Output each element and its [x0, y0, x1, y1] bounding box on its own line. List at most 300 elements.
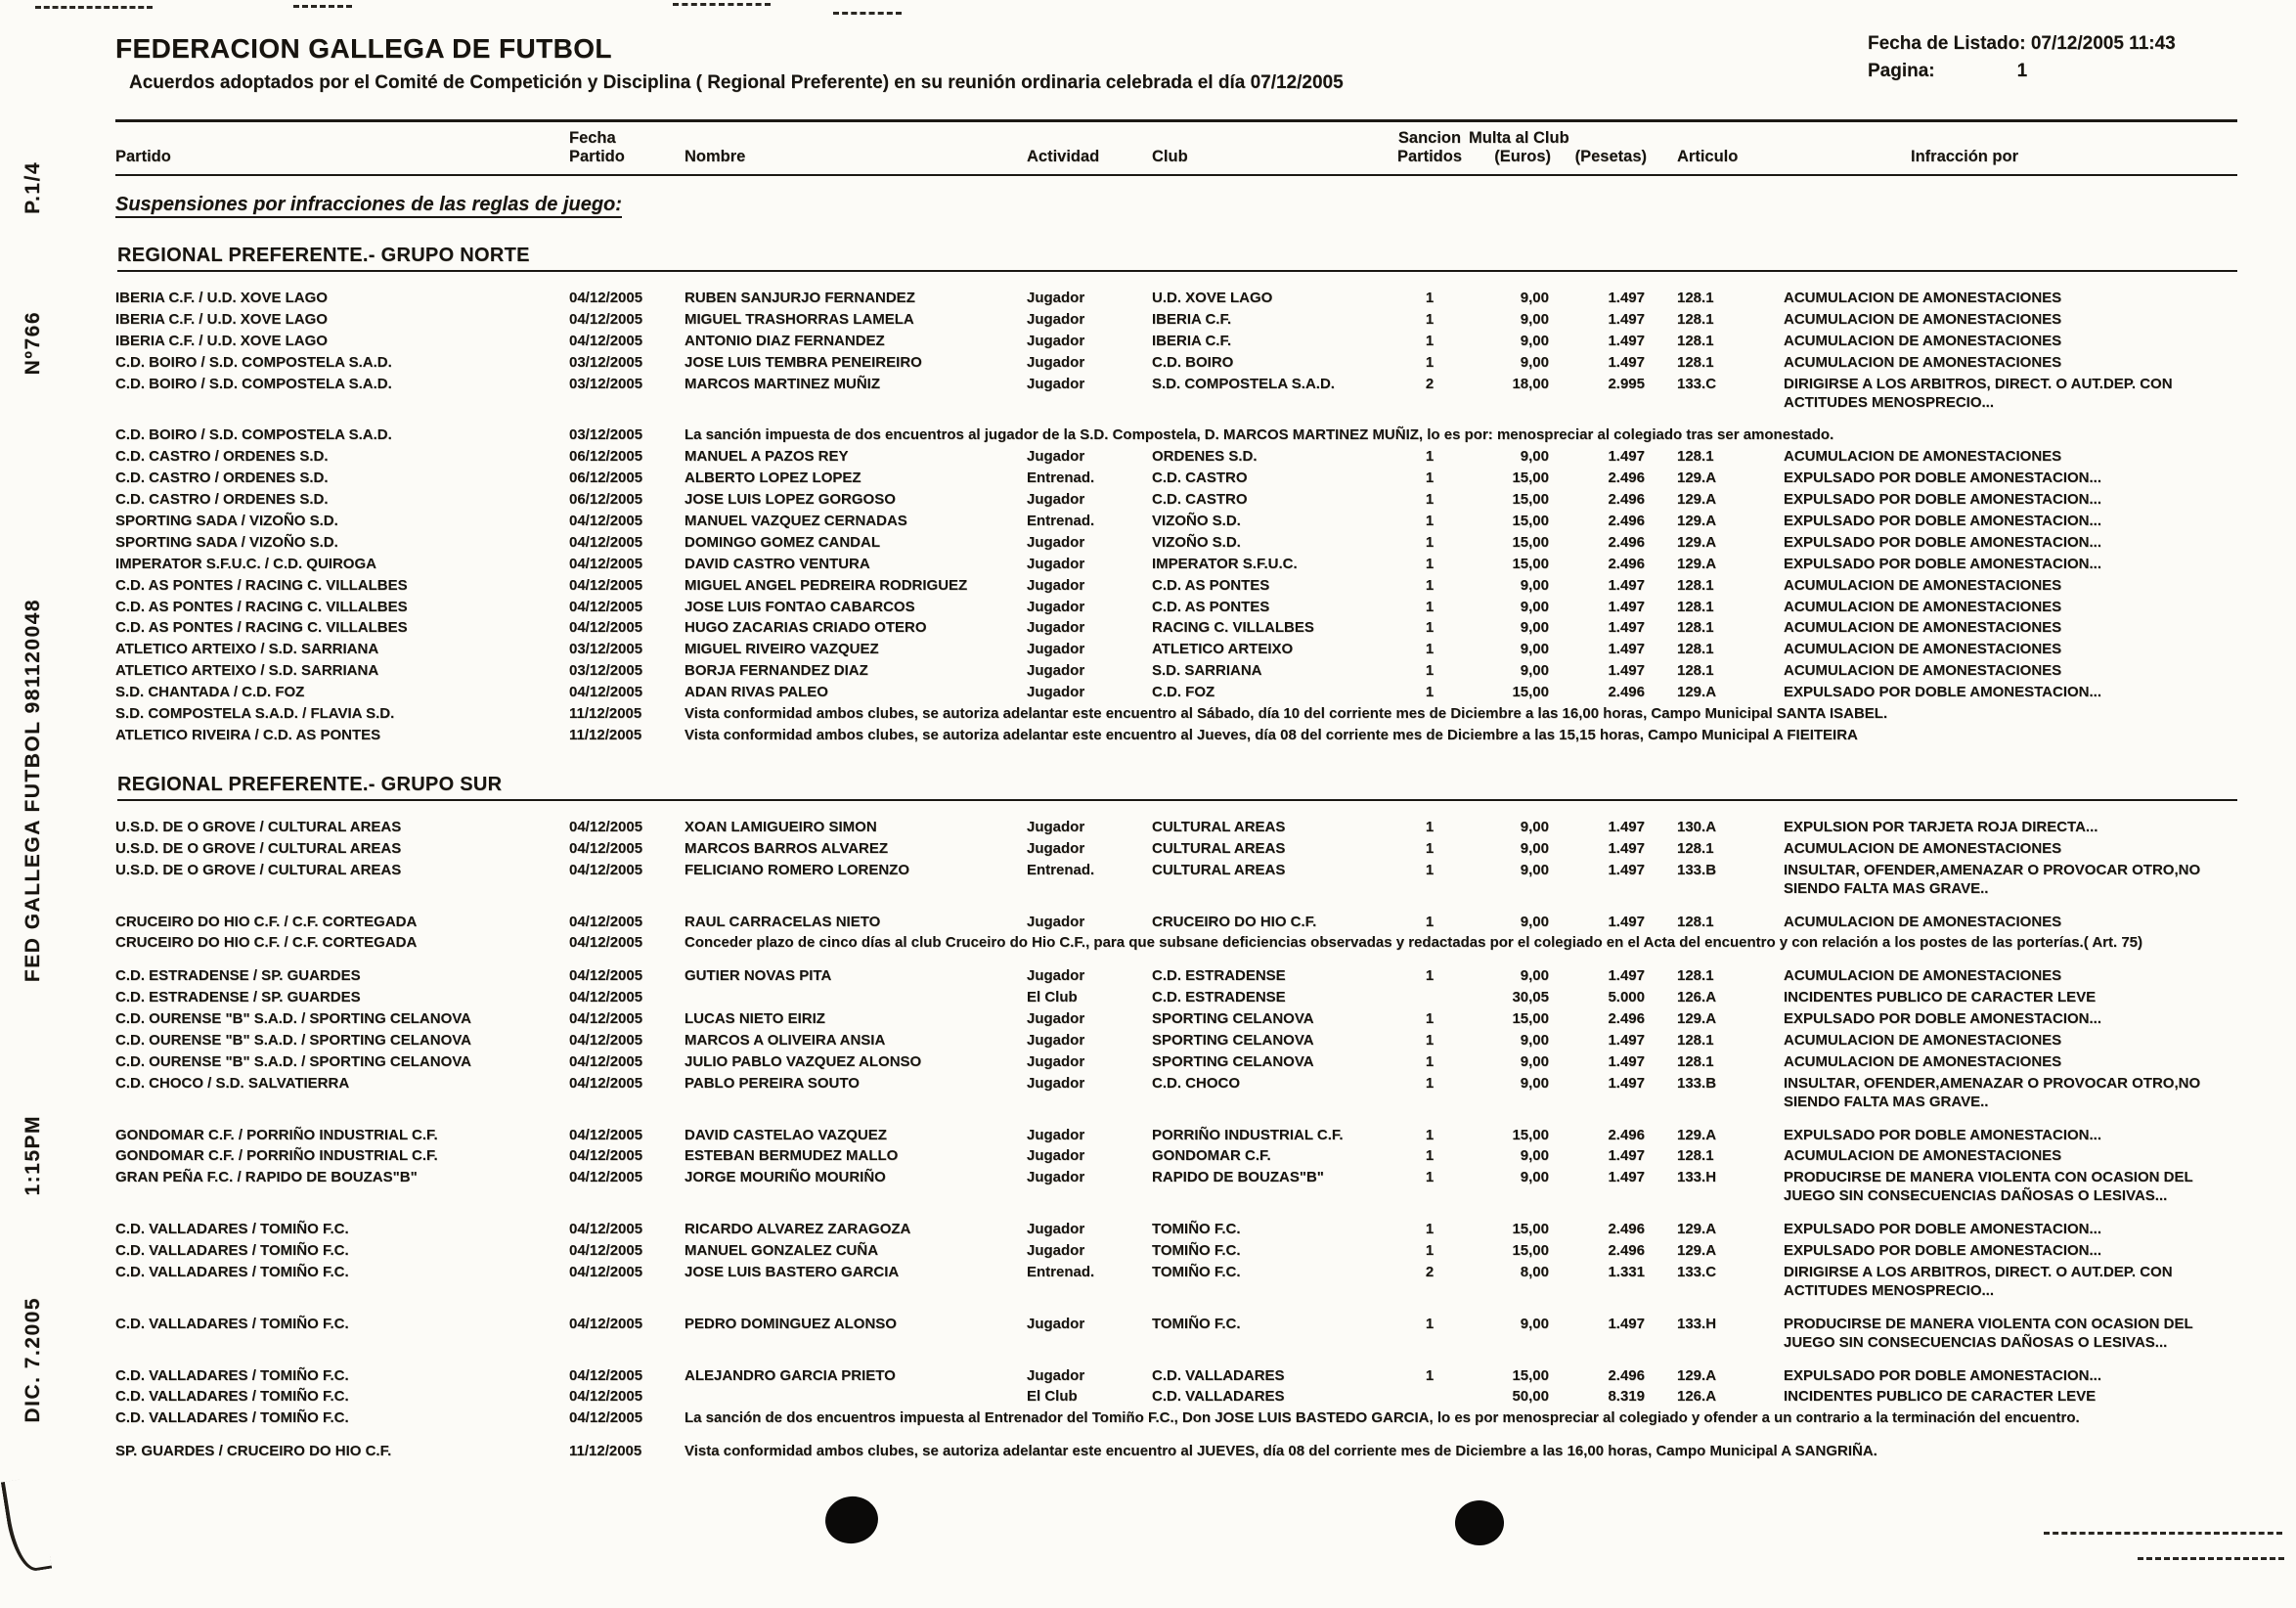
cell-fecha-partido: 04/12/2005 [569, 533, 643, 551]
cell-nombre: JULIO PABLO VAZQUEZ ALONSO [684, 1052, 922, 1070]
cell-multa-euros: 15,00 [1512, 533, 1549, 551]
cell-fecha-partido: 03/12/2005 [569, 375, 643, 392]
cell-articulo: 129.A [1677, 684, 1717, 701]
cell-infraccion: ACUMULACION DE AMONESTACIONES [1784, 967, 2062, 985]
column-header-multa [1469, 129, 1651, 167]
cell-note: Vista conformidad ambos clubes, se autoriza adelantar este encuentro al Sábado, día 10 del corriente mes de Diciembre a las 16,00 horas, Campo Municipal SANTA ISABEL. [684, 705, 1888, 723]
cell-fecha-partido: 04/12/2005 [569, 819, 643, 836]
table-row [115, 1221, 2237, 1239]
cell-fecha-partido: 06/12/2005 [569, 448, 643, 466]
cell-fecha-partido: 04/12/2005 [569, 989, 643, 1006]
cell-sancion-partidos: 1 [1425, 1169, 1435, 1186]
column-header-nombre: Nombre [684, 148, 746, 166]
cell-multa-euros: 15,00 [1512, 1126, 1549, 1143]
column-header-fecha-line2: Partido [569, 148, 625, 166]
cell-multa-pesetas: 1.497 [1608, 353, 1645, 371]
cell-multa-pesetas: 1.497 [1608, 448, 1645, 466]
cell-sancion-partidos: 1 [1425, 1366, 1435, 1384]
cell-partido: C.D. AS PONTES / RACING C. VILLALBES [115, 619, 408, 637]
cell-partido: C.D. ESTRADENSE / SP. GUARDES [115, 967, 361, 985]
cell-partido: C.D. AS PONTES / RACING C. VILLALBES [115, 576, 408, 594]
cell-multa-pesetas: 2.995 [1608, 375, 1645, 392]
cell-multa-euros: 15,00 [1512, 469, 1549, 487]
cell-actividad: Jugador [1027, 662, 1085, 680]
table-body [115, 244, 2237, 1461]
section-title: Suspensiones por infracciones de las reglas de juego: [115, 194, 622, 218]
cell-infraccion: ACUMULACION DE AMONESTACIONES [1784, 1052, 2062, 1070]
cell-club: S.D. SARRIANA [1152, 662, 1262, 680]
cell-actividad: Jugador [1027, 1315, 1085, 1332]
cell-nombre: RAUL CARRACELAS NIETO [684, 913, 881, 930]
cell-club: TOMIÑO F.C. [1152, 1263, 1241, 1280]
cell-partido: C.D. VALLADARES / TOMIÑO F.C. [115, 1242, 349, 1260]
note-row [115, 1443, 2237, 1461]
cell-multa-pesetas: 1.497 [1608, 598, 1645, 615]
cell-club: SPORTING CELANOVA [1152, 1010, 1314, 1028]
cell-club: TOMIÑO F.C. [1152, 1315, 1241, 1332]
scan-artifact-dash [35, 6, 153, 9]
cell-partido: ATLETICO RIVEIRA / C.D. AS PONTES [115, 726, 381, 743]
cell-fecha-partido: 04/12/2005 [569, 1032, 643, 1050]
scan-artifact-dash [2044, 1532, 2282, 1535]
cell-infraccion: EXPULSADO POR DOBLE AMONESTACION... [1784, 1010, 2102, 1028]
cell-infraccion: EXPULSADO POR DOBLE AMONESTACION... [1784, 555, 2102, 572]
cell-actividad: Jugador [1027, 375, 1085, 392]
cell-note: La sanción impuesta de dos encuentros al jugador de la S.D. Compostela, D. MARCOS MARTINEZ MUÑIZ, lo es por: menospreciar al colegiado tras ser amonestado. [684, 426, 1834, 444]
table-row [115, 491, 2237, 510]
cell-fecha-partido: 03/12/2005 [569, 641, 643, 658]
cell-infraccion: ACUMULACION DE AMONESTACIONES [1784, 641, 2062, 658]
cell-infraccion: INCIDENTES PUBLICO DE CARACTER LEVE [1784, 1388, 2097, 1406]
cell-club: C.D. CASTRO [1152, 469, 1248, 487]
cell-sancion-partidos: 1 [1425, 290, 1435, 307]
cell-multa-pesetas: 1.497 [1608, 576, 1645, 594]
cell-nombre: FELICIANO ROMERO LORENZO [684, 861, 909, 878]
cell-multa-euros: 9,00 [1520, 332, 1549, 349]
cell-sancion-partidos: 1 [1425, 1315, 1435, 1332]
cell-nombre: BORJA FERNANDEZ DIAZ [684, 662, 868, 680]
table-row [115, 641, 2237, 659]
cell-multa-pesetas: 2.496 [1608, 491, 1645, 509]
cell-sancion-partidos: 1 [1425, 1032, 1435, 1050]
table-header [115, 119, 2237, 176]
table-row [115, 1127, 2237, 1145]
cell-club: IBERIA C.F. [1152, 332, 1232, 349]
pen-mark [1, 1477, 52, 1575]
cell-actividad: Jugador [1027, 1169, 1085, 1186]
table-row [115, 1032, 2237, 1050]
cell-partido: C.D. CASTRO / ORDENES S.D. [115, 469, 329, 487]
cell-fecha-partido: 04/12/2005 [569, 1221, 643, 1238]
cell-partido: C.D. ESTRADENSE / SP. GUARDES [115, 989, 361, 1006]
cell-actividad: Jugador [1027, 1032, 1085, 1050]
cell-partido: SPORTING SADA / VIZOÑO S.D. [115, 513, 338, 530]
cell-nombre: DAVID CASTRO VENTURA [684, 555, 870, 572]
cell-multa-euros: 9,00 [1520, 290, 1549, 307]
cell-fecha-partido: 04/12/2005 [569, 913, 643, 930]
cell-infraccion: EXPULSADO POR DOBLE AMONESTACION... [1784, 1242, 2102, 1260]
cell-actividad: Jugador [1027, 1074, 1085, 1092]
cell-fecha-partido: 06/12/2005 [569, 469, 643, 487]
cell-actividad: Jugador [1027, 1147, 1085, 1165]
cell-multa-pesetas: 2.496 [1608, 555, 1645, 572]
cell-fecha-partido: 06/12/2005 [569, 491, 643, 509]
cell-partido: GRAN PEÑA F.C. / RAPIDO DE BOUZAS"B" [115, 1169, 418, 1186]
cell-partido: C.D. VALLADARES / TOMIÑO F.C. [115, 1388, 349, 1406]
cell-nombre: JOSE LUIS LOPEZ GORGOSO [684, 491, 896, 509]
cell-sancion-partidos: 1 [1425, 619, 1435, 637]
cell-sancion-partidos: 1 [1425, 469, 1435, 487]
cell-infraccion: ACUMULACION DE AMONESTACIONES [1784, 839, 2062, 857]
table-row [115, 469, 2237, 488]
cell-partido: SPORTING SADA / VIZOÑO S.D. [115, 533, 338, 551]
cell-articulo: 128.1 [1677, 662, 1714, 680]
page-line [1868, 61, 2239, 82]
cell-club: ORDENES S.D. [1152, 448, 1258, 466]
cell-infraccion: INSULTAR, OFENDER,AMENAZAR O PROVOCAR OTRO,NO SIENDO FALTA MAS GRAVE.. [1784, 1074, 2201, 1110]
column-header-sancion-line1: Sancion [1397, 129, 1462, 147]
cell-infraccion: EXPULSADO POR DOBLE AMONESTACION... [1784, 533, 2102, 551]
cell-actividad: Jugador [1027, 684, 1085, 701]
cell-fecha-partido: 04/12/2005 [569, 1388, 643, 1406]
cell-actividad: Jugador [1027, 353, 1085, 371]
cell-sancion-partidos: 1 [1425, 1126, 1435, 1143]
cell-nombre: GUTIER NOVAS PITA [684, 967, 832, 985]
cell-partido: GONDOMAR C.F. / PORRIÑO INDUSTRIAL C.F. [115, 1147, 438, 1165]
cell-nombre: JORGE MOURIÑO MOURIÑO [684, 1169, 886, 1186]
cell-partido: C.D. VALLADARES / TOMIÑO F.C. [115, 1366, 349, 1384]
cell-infraccion: DIRIGIRSE A LOS ARBITROS, DIRECT. O AUT.DEP. CON ACTITUDES MENOSPRECIO... [1784, 375, 2173, 411]
cell-multa-euros: 9,00 [1520, 641, 1549, 658]
cell-nombre: MANUEL VAZQUEZ CERNADAS [684, 513, 907, 530]
cell-fecha-partido: 04/12/2005 [569, 1010, 643, 1028]
cell-nombre: DAVID CASTELAO VAZQUEZ [684, 1126, 887, 1143]
cell-multa-pesetas: 2.496 [1608, 1010, 1645, 1028]
cell-club: C.D. CASTRO [1152, 491, 1248, 509]
cell-multa-euros: 9,00 [1520, 913, 1549, 930]
cell-nombre: RUBEN SANJURJO FERNANDEZ [684, 290, 915, 307]
cell-nombre: MIGUEL ANGEL PEDREIRA RODRIGUEZ [684, 576, 968, 594]
cell-infraccion: ACUMULACION DE AMONESTACIONES [1784, 619, 2062, 637]
cell-articulo: 128.1 [1677, 641, 1714, 658]
cell-actividad: Jugador [1027, 332, 1085, 349]
cell-articulo: 129.A [1677, 1242, 1717, 1260]
cell-actividad: Entrenad. [1027, 469, 1095, 487]
table-row [115, 513, 2237, 531]
cell-articulo: 128.1 [1677, 1032, 1714, 1050]
cell-sancion-partidos: 1 [1425, 1074, 1435, 1092]
listing-date-line [1868, 33, 2239, 55]
cell-club: VIZOÑO S.D. [1152, 513, 1241, 530]
cell-articulo: 129.A [1677, 1221, 1717, 1238]
cell-fecha-partido: 04/12/2005 [569, 967, 643, 985]
section-title-wrap [115, 194, 2296, 216]
cell-fecha-partido: 11/12/2005 [569, 726, 642, 743]
cell-sancion-partidos: 1 [1425, 513, 1435, 530]
cell-articulo: 128.1 [1677, 353, 1714, 371]
cell-club: C.D. BOIRO [1152, 353, 1234, 371]
cell-infraccion: ACUMULACION DE AMONESTACIONES [1784, 353, 2062, 371]
cell-multa-euros: 15,00 [1512, 684, 1549, 701]
cell-actividad: Jugador [1027, 1126, 1085, 1143]
cell-multa-pesetas: 1.497 [1608, 1074, 1645, 1092]
cell-sancion-partidos: 1 [1425, 819, 1435, 836]
cell-actividad: Jugador [1027, 1052, 1085, 1070]
cell-club: C.D. ESTRADENSE [1152, 967, 1286, 985]
cell-articulo: 129.A [1677, 1126, 1717, 1143]
cell-multa-euros: 9,00 [1520, 1147, 1549, 1165]
cell-actividad: Jugador [1027, 555, 1085, 572]
cell-nombre: XOAN LAMIGUEIRO SIMON [684, 819, 877, 836]
cell-multa-pesetas: 1.497 [1608, 1169, 1645, 1186]
cell-club: IMPERATOR S.F.U.C. [1152, 555, 1298, 572]
cell-nombre: JOSE LUIS FONTAO CABARCOS [684, 598, 915, 615]
cell-multa-euros: 9,00 [1520, 1074, 1549, 1092]
table-row [115, 556, 2237, 574]
cell-infraccion: EXPULSADO POR DOBLE AMONESTACION... [1784, 1126, 2102, 1143]
cell-club: C.D. ESTRADENSE [1152, 989, 1286, 1006]
cell-multa-pesetas: 2.496 [1608, 684, 1645, 701]
cell-fecha-partido: 04/12/2005 [569, 1366, 643, 1384]
cell-multa-euros: 15,00 [1512, 1010, 1549, 1028]
cell-multa-euros: 9,00 [1520, 1169, 1549, 1186]
document-title: FEDERACION GALLEGA DE FUTBOL [115, 33, 612, 64]
cell-multa-euros: 9,00 [1520, 598, 1549, 615]
cell-partido: IBERIA C.F. / U.D. XOVE LAGO [115, 290, 328, 307]
cell-club: SPORTING CELANOVA [1152, 1052, 1314, 1070]
cell-articulo: 128.1 [1677, 1147, 1714, 1165]
cell-multa-pesetas: 2.496 [1608, 1242, 1645, 1260]
cell-partido: U.S.D. DE O GROVE / CULTURAL AREAS [115, 861, 402, 878]
cell-partido: S.D. COMPOSTELA S.A.D. / FLAVIA S.D. [115, 705, 395, 723]
note-row [115, 705, 2237, 724]
cell-nombre: MIGUEL RIVEIRO VAZQUEZ [684, 641, 879, 658]
cell-fecha-partido: 04/12/2005 [569, 598, 643, 615]
cell-infraccion: ACUMULACION DE AMONESTACIONES [1784, 913, 2062, 930]
cell-fecha-partido: 04/12/2005 [569, 311, 643, 329]
cell-articulo: 128.1 [1677, 1052, 1714, 1070]
table-row [115, 914, 2237, 932]
table-row [115, 577, 2237, 596]
cell-sancion-partidos: 1 [1425, 311, 1435, 329]
cell-multa-pesetas: 5.000 [1608, 989, 1645, 1006]
column-header-sancion-line2: Partidos [1396, 148, 1463, 166]
cell-club: CULTURAL AREAS [1152, 861, 1286, 878]
cell-club: ATLETICO ARTEIXO [1152, 641, 1294, 658]
cell-partido: S.D. CHANTADA / C.D. FOZ [115, 684, 305, 701]
cell-note: Vista conformidad ambos clubes, se autoriza adelantar este encuentro al Jueves, día 08 del corriente mes de Diciembre a las 15,15 horas, Campo Municipal A FIEITEIRA [684, 726, 1858, 743]
cell-club: IBERIA C.F. [1152, 311, 1232, 329]
cell-actividad: Jugador [1027, 576, 1085, 594]
cell-note: Conceder plazo de cinco días al club Cruceiro do Hio C.F., para que subsane deficiencias observadas y redactadas por el colegiado en el Acta del encuentro y con relación a los postes de las porterías.( Art. 75) [684, 934, 2143, 952]
cell-sancion-partidos: 1 [1425, 491, 1435, 509]
cell-infraccion: EXPULSADO POR DOBLE AMONESTACION... [1784, 1221, 2102, 1238]
cell-sancion-partidos: 1 [1425, 353, 1435, 371]
cell-multa-euros: 15,00 [1512, 1242, 1549, 1260]
cell-infraccion: EXPULSION POR TARJETA ROJA DIRECTA... [1784, 819, 2098, 836]
cell-actividad: Jugador [1027, 1010, 1085, 1028]
cell-partido: CRUCEIRO DO HIO C.F. / C.F. CORTEGADA [115, 913, 418, 930]
group-heading [117, 773, 2237, 801]
cell-multa-euros: 9,00 [1520, 576, 1549, 594]
cell-multa-euros: 9,00 [1520, 448, 1549, 466]
cell-articulo: 128.1 [1677, 913, 1714, 930]
cell-multa-pesetas: 1.497 [1608, 819, 1645, 836]
cell-multa-pesetas: 2.496 [1608, 1366, 1645, 1384]
scan-artifact-dash [293, 5, 352, 8]
cell-infraccion: ACUMULACION DE AMONESTACIONES [1784, 1147, 2062, 1165]
cell-sancion-partidos: 1 [1425, 1242, 1435, 1260]
cell-multa-euros: 15,00 [1512, 1221, 1549, 1238]
table-row [115, 1075, 2237, 1112]
cell-actividad: Jugador [1027, 641, 1085, 658]
cell-partido: C.D. VALLADARES / TOMIÑO F.C. [115, 1263, 349, 1280]
cell-articulo: 129.A [1677, 513, 1717, 530]
cell-infraccion: EXPULSADO POR DOBLE AMONESTACION... [1784, 469, 2102, 487]
table-row [115, 1264, 2237, 1301]
cell-actividad: Jugador [1027, 491, 1085, 509]
cell-multa-euros: 30,05 [1512, 989, 1549, 1006]
cell-club: U.D. XOVE LAGO [1152, 290, 1273, 307]
cell-infraccion: INSULTAR, OFENDER,AMENAZAR O PROVOCAR OTRO,NO SIENDO FALTA MAS GRAVE.. [1784, 861, 2201, 897]
cell-nombre: ALBERTO LOPEZ LOPEZ [684, 469, 861, 487]
cell-actividad: Entrenad. [1027, 861, 1095, 878]
cell-multa-pesetas: 1.497 [1608, 913, 1645, 930]
cell-club: CULTURAL AREAS [1152, 839, 1286, 857]
cell-articulo: 133.C [1677, 375, 1717, 392]
cell-club: GONDOMAR C.F. [1152, 1147, 1271, 1165]
cell-fecha-partido: 03/12/2005 [569, 426, 643, 444]
table-row [115, 333, 2237, 351]
cell-partido: C.D. BOIRO / S.D. COMPOSTELA S.A.D. [115, 375, 392, 392]
cell-infraccion: ACUMULACION DE AMONESTACIONES [1784, 290, 2062, 307]
cell-articulo: 128.1 [1677, 576, 1714, 594]
cell-partido: C.D. CASTRO / ORDENES S.D. [115, 491, 329, 509]
cell-articulo: 126.A [1677, 1388, 1717, 1406]
cell-infraccion: PRODUCIRSE DE MANERA VIOLENTA CON OCASION DEL JUEGO SIN CONSECUENCIAS DAÑOSAS O LESIVAS... [1784, 1169, 2193, 1205]
cell-partido: C.D. VALLADARES / TOMIÑO F.C. [115, 1409, 349, 1427]
cell-partido: C.D. VALLADARES / TOMIÑO F.C. [115, 1315, 349, 1332]
cell-club: C.D. VALLADARES [1152, 1366, 1285, 1384]
table-row [115, 448, 2237, 467]
column-header-club: Club [1152, 148, 1188, 166]
cell-articulo: 133.C [1677, 1263, 1717, 1280]
cell-nombre: MIGUEL TRASHORRAS LAMELA [684, 311, 914, 329]
cell-fecha-partido: 04/12/2005 [569, 1052, 643, 1070]
cell-infraccion: ACUMULACION DE AMONESTACIONES [1784, 662, 2062, 680]
cell-infraccion: ACUMULACION DE AMONESTACIONES [1784, 1032, 2062, 1050]
cell-sancion-partidos: 1 [1425, 1010, 1435, 1028]
cell-partido: C.D. CHOCO / S.D. SALVATIERRA [115, 1074, 350, 1092]
cell-sancion-partidos: 1 [1425, 861, 1435, 878]
fax-date: DIC. 7.2005 [22, 1297, 44, 1423]
cell-multa-euros: 9,00 [1520, 839, 1549, 857]
cell-articulo: 129.A [1677, 1010, 1717, 1028]
table-row [115, 534, 2237, 553]
cell-nombre: MANUEL GONZALEZ CUÑA [684, 1242, 879, 1260]
document-subtitle: Acuerdos adoptados por el Comité de Competición y Disciplina ( Regional Preferente) en su reunión ordinaria celebrada el día 07/12/2005 [129, 72, 1344, 93]
table-row [115, 1053, 2237, 1072]
cell-actividad: Jugador [1027, 913, 1085, 930]
cell-infraccion: EXPULSADO POR DOBLE AMONESTACION... [1784, 1366, 2102, 1384]
cell-multa-pesetas: 2.496 [1608, 513, 1645, 530]
cell-multa-euros: 8,00 [1520, 1263, 1549, 1280]
cell-partido: C.D. OURENSE "B" S.A.D. / SPORTING CELANOVA [115, 1052, 471, 1070]
cell-multa-euros: 15,00 [1512, 1366, 1549, 1384]
cell-multa-pesetas: 1.497 [1608, 1032, 1645, 1050]
cell-articulo: 128.1 [1677, 290, 1714, 307]
cell-fecha-partido: 04/12/2005 [569, 934, 643, 952]
cell-multa-pesetas: 8.319 [1608, 1388, 1645, 1406]
column-header-infraccion: Infracción por [1911, 148, 2019, 166]
cell-club: C.D. VALLADARES [1152, 1388, 1285, 1406]
cell-actividad: Jugador [1027, 967, 1085, 985]
cell-sancion-partidos: 2 [1425, 1263, 1435, 1280]
cell-multa-euros: 9,00 [1520, 1315, 1549, 1332]
cell-sancion-partidos: 1 [1425, 598, 1435, 615]
cell-club: CRUCEIRO DO HIO C.F. [1152, 913, 1317, 930]
cell-fecha-partido: 04/12/2005 [569, 839, 643, 857]
cell-multa-euros: 9,00 [1520, 1052, 1549, 1070]
page-label: Pagina: [1868, 61, 1935, 81]
cell-multa-euros: 9,00 [1520, 619, 1549, 637]
column-header-euros: (Euros) [1494, 148, 1551, 166]
cell-sancion-partidos: 1 [1425, 1052, 1435, 1070]
cell-club: C.D. AS PONTES [1152, 598, 1270, 615]
scan-artifact-dash [833, 12, 902, 15]
cell-articulo: 128.1 [1677, 332, 1714, 349]
table-row [115, 1316, 2237, 1353]
scan-artifact-dash [673, 3, 771, 6]
cell-multa-pesetas: 1.497 [1608, 290, 1645, 307]
cell-fecha-partido: 04/12/2005 [569, 332, 643, 349]
cell-articulo: 133.B [1677, 1074, 1717, 1092]
cell-multa-pesetas: 1.497 [1608, 861, 1645, 878]
table-row [115, 662, 2237, 681]
cell-fecha-partido: 03/12/2005 [569, 662, 643, 680]
cell-club: C.D. CHOCO [1152, 1074, 1240, 1092]
fax-number: Nº766 [22, 311, 44, 376]
cell-fecha-partido: 03/12/2005 [569, 353, 643, 371]
cell-club: RACING C. VILLALBES [1152, 619, 1314, 637]
cell-fecha-partido: 04/12/2005 [569, 290, 643, 307]
cell-nombre: MANUEL A PAZOS REY [684, 448, 849, 466]
cell-nombre: JOSE LUIS BASTERO GARCIA [684, 1263, 900, 1280]
cell-partido: IMPERATOR S.F.U.C. / C.D. QUIROGA [115, 555, 376, 572]
cell-infraccion: ACUMULACION DE AMONESTACIONES [1784, 332, 2062, 349]
cell-sancion-partidos: 1 [1425, 533, 1435, 551]
cell-articulo: 129.A [1677, 491, 1717, 509]
cell-sancion-partidos: 1 [1425, 839, 1435, 857]
cell-multa-euros: 9,00 [1520, 311, 1549, 329]
group-heading-text: REGIONAL PREFERENTE.- GRUPO SUR [117, 773, 2237, 801]
cell-multa-pesetas: 1.497 [1608, 839, 1645, 857]
fax-page-indicator: P.1/4 [22, 161, 44, 214]
cell-partido: C.D. OURENSE "B" S.A.D. / SPORTING CELANOVA [115, 1010, 471, 1028]
group-heading [117, 244, 2237, 272]
cell-articulo: 126.A [1677, 989, 1717, 1006]
table-row [115, 1367, 2237, 1386]
table-row [115, 1388, 2237, 1407]
cell-multa-pesetas: 2.496 [1608, 1221, 1645, 1238]
note-row [115, 934, 2237, 953]
fax-sender: FED GALLEGA FUTBOL 981120048 [22, 599, 44, 983]
cell-multa-pesetas: 2.496 [1608, 533, 1645, 551]
cell-multa-pesetas: 1.497 [1608, 1315, 1645, 1332]
column-header-actividad: Actividad [1027, 148, 1100, 166]
cell-nombre: MARCOS A OLIVEIRA ANSIA [684, 1032, 886, 1050]
cell-infraccion: ACUMULACION DE AMONESTACIONES [1784, 598, 2062, 615]
